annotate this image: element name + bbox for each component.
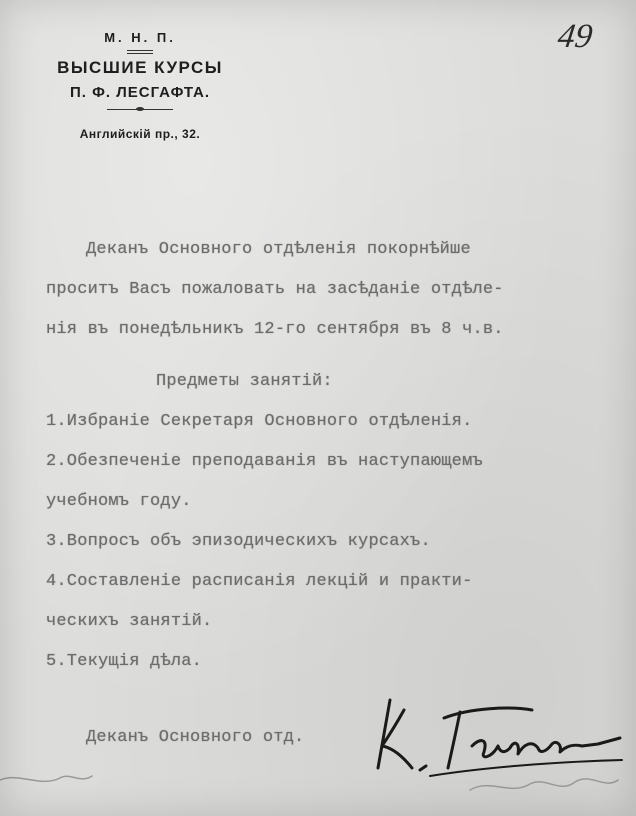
- typed-letter-body: [46, 230, 616, 758]
- agenda-item: 5.Текущiя дѣла.: [46, 652, 203, 671]
- agenda-item: 2.Обезпеченiе преподаванiя въ наступающемъ: [46, 452, 483, 471]
- ministry-abbreviation: М. Н. П.: [104, 30, 176, 45]
- handwritten-page-number: 49: [555, 18, 595, 55]
- institution-address: Английскiй пр., 32.: [79, 127, 201, 141]
- intro-line: проситъ Васъ пожаловать на засѣданiе отдѣле-: [46, 280, 504, 299]
- agenda-item: ческихъ занятiй.: [46, 612, 213, 631]
- institution-name-line1: ВЫСШИЕ КУРСЫ: [57, 58, 223, 77]
- institution-name-line2: П. Ф. ЛЕСГАФТА.: [69, 84, 211, 101]
- letterhead-divider: [127, 50, 153, 54]
- intro-line: Деканъ Основного отдѣленiя покорнѣйше: [86, 240, 471, 259]
- letterhead: [20, 30, 260, 141]
- agenda-item: 3.Вопросъ объ эпизодическихъ курсахъ.: [46, 532, 431, 551]
- letterhead-ornament: [107, 109, 173, 113]
- agenda-item: учебномъ году.: [46, 492, 192, 511]
- agenda-title: Предметы занятiй:: [156, 372, 333, 391]
- faint-bleed-through-writing: [0, 750, 636, 816]
- intro-line: нiя въ понедѣльникъ 12-го сентября въ 8 ч.в.: [46, 320, 504, 339]
- closing-line: Деканъ Основного отд.: [86, 728, 305, 747]
- agenda-item: 1.Избранiе Секретаря Основного отдѣленiя.: [46, 412, 473, 431]
- agenda-item: 4.Составленiе расписанiя лекцiй и практи-: [46, 572, 473, 591]
